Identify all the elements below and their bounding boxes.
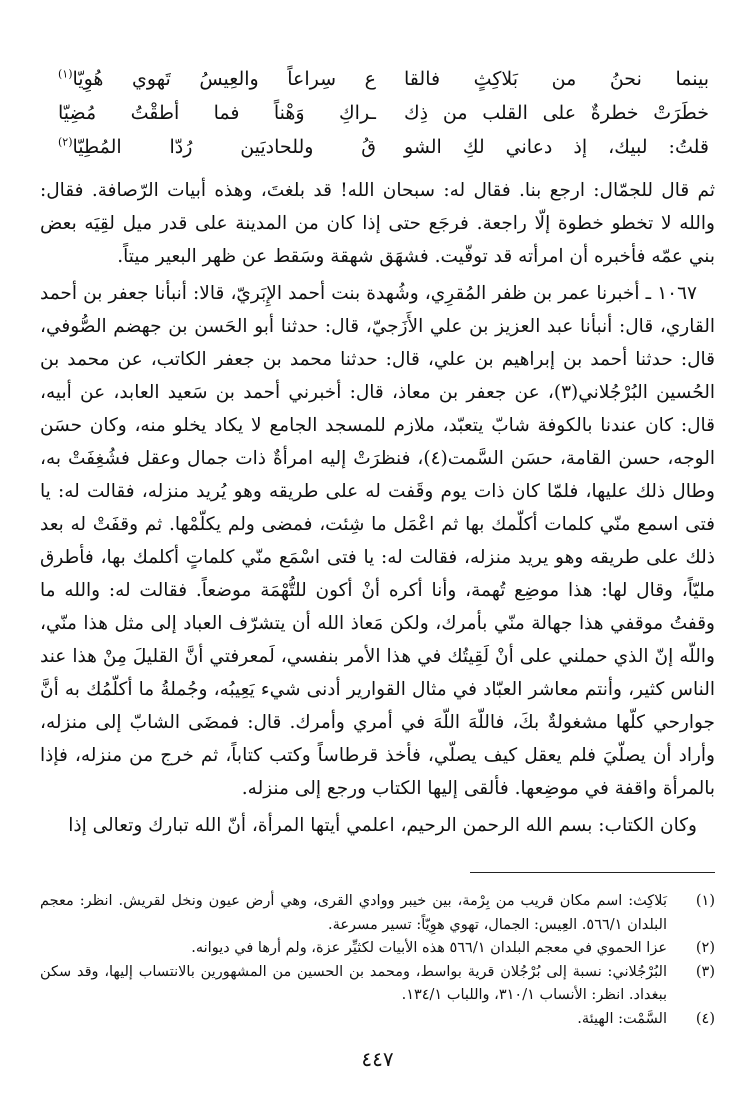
footnote-marker: (٢) [58,135,73,149]
paragraph-letter-start: وكان الكتاب: بسم الله الرحمن الرحيم، اعلمي أيتها المرأة، أنّ الله تبارك وتعالى إذا [68,815,697,836]
verse-second-hemistich [58,130,376,164]
footnote-marker: (١) [58,67,73,81]
footnote-number: (٣) [695,963,715,980]
footnote-number: (٤) [695,1010,715,1027]
paragraph-report-1067: ١٠٦٧ ـ أخبرنا عمر بن ظفر المُقرِي، وشُهدة بنت أحمد الإِبَريّ، قالا: أنبأنا جعفر بن أحمد القاري، قال: أنبأنا عبد العزيز بن علي الأَزَجيّ، قال: حدثنا أبو الحَسن بن جهضم الصُّوفي، قال: حدثنا أحمد بن إبراهيم بن علي، قال: حدثنا محمد بن جعفر الكاتب، عن محمد بن الحُسين البُرْجُلاني(٣)، عن جعفر بن معاذ، قال: أخبرني أحمد بن سَعيد العابد، عن أبيه، قال: كان عندنا بالكوفة شابّ يتعبّد، ملازم للمسجد الجامع لا يكاد يخلو منه، وكان حسَن الوجه، حسن القامة، حسَن السَّمت(٤)، فنظرَتْ إليه امرأةٌ ذات جمال وعقل فشُغِفَتْ به، وطال ذلك عليها، فلمّا كان ذات يوم وقَفت له على طريقه وهو يُريد منزله، فقالت له: يا فتى اسمع منّي كلمات أكلّمك بها ثم اعْمَل ما شِئت، فمضى ولم يكلّمْها. ثم وقفَتْ له بعد ذلك على طريقه وهو يريد منزله، فقالت له: يا فتى اسْمَع منّي كلماتٍ أكلمك بها، فأطرق مليّاً، وقال لها: هذا موضِع تُهمة، وأنا أكره أنْ أكون للتُّهْمَة موضعاً. فقالت له: والله ما وقفتُ موقفي هذا جهالة منّي بأمرك، ولكن مَعاذ الله أن يتشرّف العباد إلى مثل هذا منّي، واللّه إنّ الذي حملني على أنْ لَقِيتُك في هذا الأمر بنفسي، لَمعرفتي أنَّ القليلَ مِنْ هذا عند الناس كثير، وأنتم معاشر العبّاد في مثال القوارير أدنى شيء يَعِيبُه، وجُملةُ ما أكلّمُك به أنَّ جوارحي كلّها مشغولةٌ بكَ، فاللّهَ اللّهَ في أمري وأمرك. قال: فمضَى الشابّ إلى منزله، وأراد أن يصلّيَ فلم يعقل كيف يصلّي، فأخذ قرطاساً وكتب كتاباً، ثم خرج من منزله، فإذا بالمرأة واقفة في موضِعها. فألقى إليها الكتاب ورجع إلى منزله. [40,283,715,799]
verse-line [40,62,715,96]
footnote [40,1008,715,1032]
footnote-divider [470,872,715,873]
verse-line [40,130,715,164]
poem-block [40,62,715,172]
footnote-number: (٢) [695,940,715,956]
verse-line [40,96,715,130]
footnote-text: البُرْجُلاني: نسبة إلى بُرْجُلان قرية بواسط، ومحمد بن الحسين من المشهورين بالانتساب إليها، وقد سكن ببغداد. انظر: الأنساب ٣١٠/١، واللباب ١٣٤/١. [40,963,667,1003]
paragraph-narrative: ثم قال للجمّال: ارجع بنا. فقال له: سبحان الله! قد بلغتَ، وهذه أبيات الرّصافة. فقال: والله لا تخطو خطوة إلّا راجعة. فرجَع حتى إذا كان من المدينة على قدر ميل لقِيَه بعض بني عمّه فأخبره أن امرأته قد توفّيت. فشهَق شهقة وسَقط عن ظهر البعير ميتاً. [40,180,715,267]
verse-first-hemistich: خطَرَتْ خطرةٌ على القلب من ذِك [404,102,709,124]
footnote [40,890,715,937]
footnotes [40,890,715,1031]
verse-second-hemistich: ـراكِ وَهْناً فما أطقْتُ مُضِيّا [58,102,376,124]
footnote [40,961,715,1008]
hemistich-text: قُ وللحاديَين رُدّا المُطِيّا [72,136,376,158]
verse-first-hemistich: بينما نحنُ من بَلاكِثٍ فالقا [404,68,709,90]
main-text [40,174,715,846]
footnote-text: عزا الحموي في معجم البلدان ٥٦٦/١ هذه الأبيات لكثيِّر عزة، ولم أرها في ديوانه. [191,940,667,956]
verse-second-hemistich [58,62,376,96]
footnote-text: السَّمْت: الهيئة. [577,1010,667,1027]
footnote-number: (١) [695,893,715,909]
footnote-text: بَلاكِث: اسم مكان قريب من بِرْمة، بين خيبر ووادي القرى، وهي أرض عيون ونخل لقريش. انظر: معجم البلدان ٥٦٦/١. العِيس: الجمال، تهوي هوِيّاً: تسير مسرعة. [40,893,667,933]
footnote [40,937,715,961]
hemistich-text: ع سِراعاً والعِيسُ تَهوي هُوِيّا [72,68,376,90]
book-page [40,40,715,1085]
verse-first-hemistich: قلتُ: لبيك، إذ دعاني لكِ الشو [404,136,709,158]
page-number: ٤٤٧ [361,1047,394,1071]
